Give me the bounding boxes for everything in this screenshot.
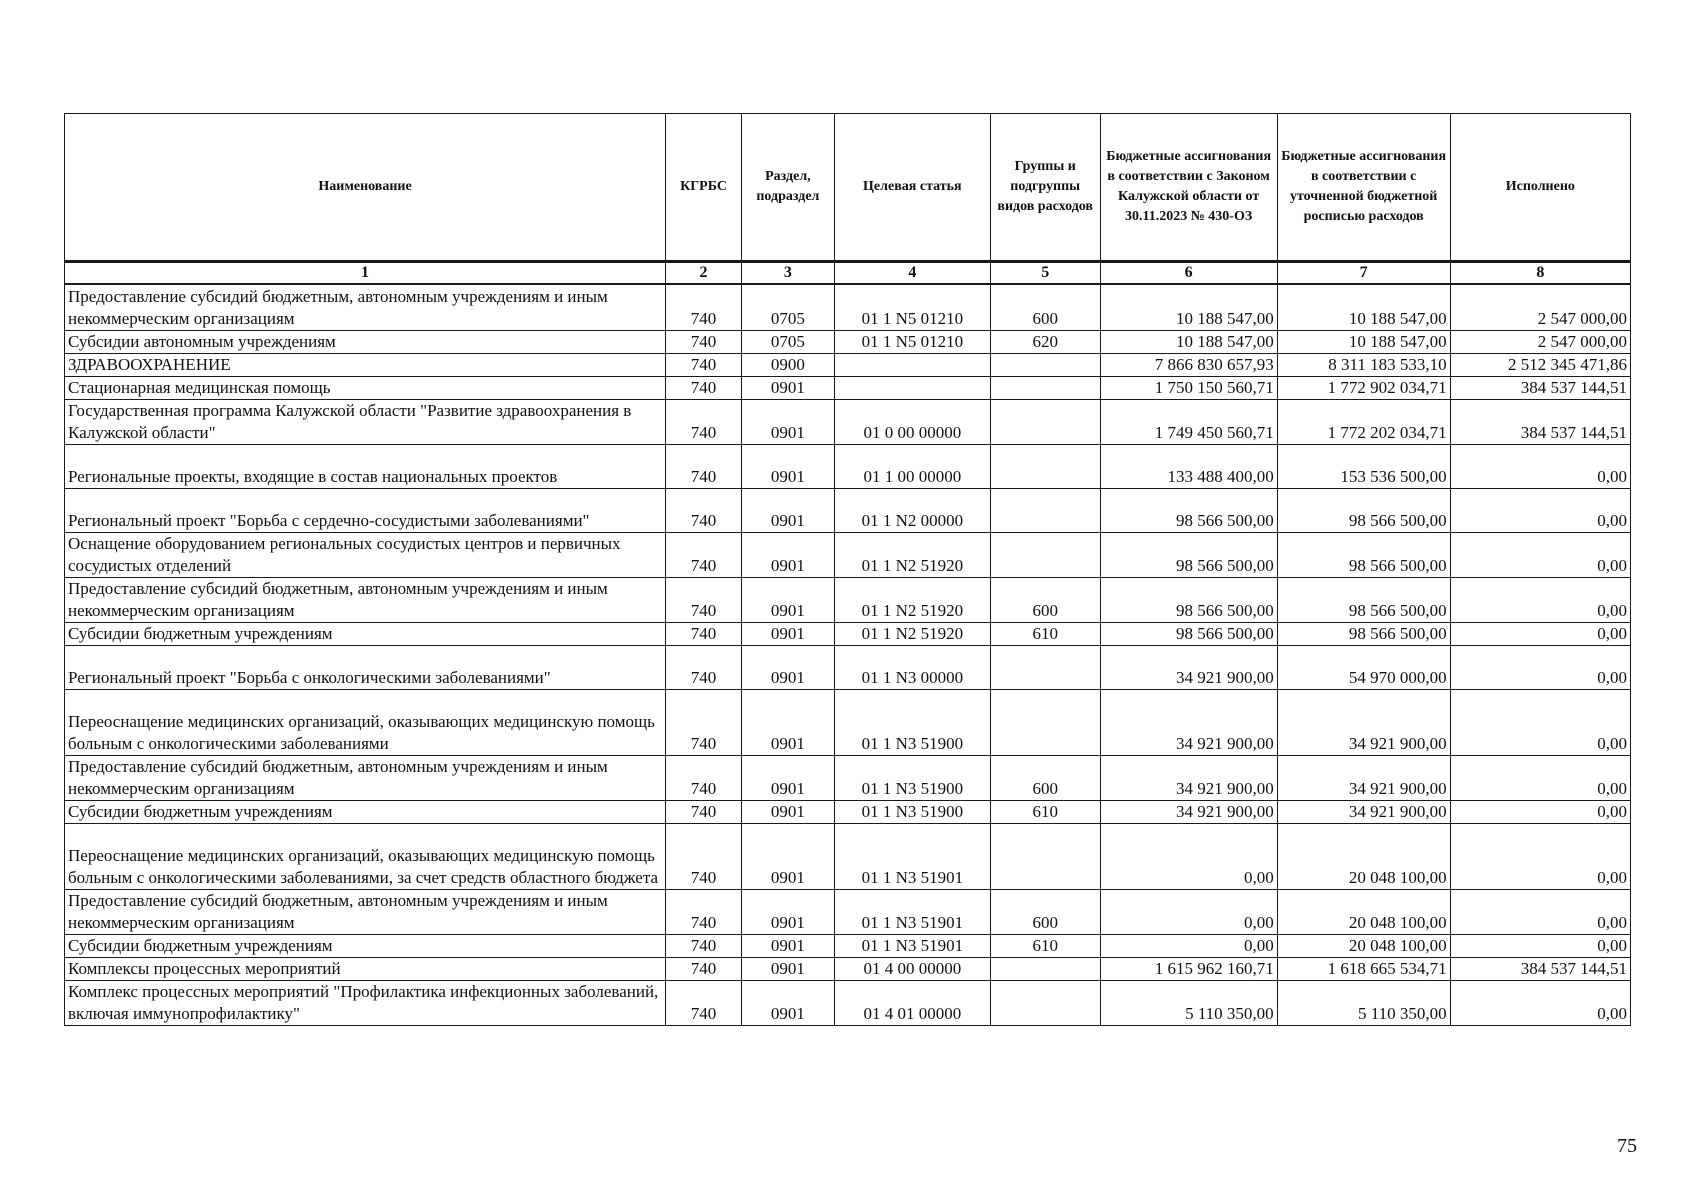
- row-executed: 0,00: [1450, 823, 1630, 889]
- row-expense-group: 610: [990, 622, 1100, 645]
- row-target-article: 01 1 N5 01210: [834, 330, 990, 353]
- row-expense-group: 600: [990, 577, 1100, 622]
- column-number: 6: [1100, 262, 1277, 285]
- table-row: [65, 689, 1631, 755]
- header-name: Наименование: [65, 114, 666, 262]
- row-expense-group: [990, 980, 1100, 1025]
- row-executed: 0,00: [1450, 889, 1630, 934]
- row-kgrbs: 740: [666, 980, 742, 1025]
- row-executed: 0,00: [1450, 488, 1630, 532]
- table-row: [65, 800, 1631, 823]
- row-executed: 0,00: [1450, 444, 1630, 488]
- table-row: [65, 957, 1631, 980]
- row-expense-group: [990, 532, 1100, 577]
- row-section: 0901: [742, 532, 835, 577]
- row-kgrbs: 740: [666, 934, 742, 957]
- table-body: [65, 284, 1631, 1025]
- row-expense-group: 610: [990, 800, 1100, 823]
- row-expense-group: 600: [990, 889, 1100, 934]
- row-kgrbs: 740: [666, 284, 742, 330]
- row-executed: 0,00: [1450, 532, 1630, 577]
- row-expense-group: [990, 823, 1100, 889]
- header-groups: Группы и подгруппы видов расходов: [990, 114, 1100, 262]
- row-executed: 0,00: [1450, 577, 1630, 622]
- row-section: 0900: [742, 353, 835, 376]
- row-section: 0901: [742, 444, 835, 488]
- row-target-article: 01 0 00 00000: [834, 399, 990, 444]
- row-refined-allocation: 34 921 900,00: [1277, 689, 1450, 755]
- row-target-article: 01 1 N2 51920: [834, 622, 990, 645]
- table-row: [65, 353, 1631, 376]
- row-target-article: 01 1 N3 51901: [834, 934, 990, 957]
- row-name: Предоставление субсидий бюджетным, автономным учреждениям и иным некоммерческим организациям: [65, 284, 666, 330]
- row-kgrbs: 740: [666, 689, 742, 755]
- row-section: 0901: [742, 689, 835, 755]
- row-executed: 0,00: [1450, 934, 1630, 957]
- row-name: Переоснащение медицинских организаций, оказывающих медицинскую помощь больным с онкологическими заболеваниями: [65, 689, 666, 755]
- row-target-article: 01 1 N3 00000: [834, 645, 990, 689]
- row-law-allocation: 98 566 500,00: [1100, 488, 1277, 532]
- row-kgrbs: 740: [666, 330, 742, 353]
- row-section: 0901: [742, 800, 835, 823]
- row-executed: 384 537 144,51: [1450, 399, 1630, 444]
- header-law-allocations: Бюджетные ассигнования в соответствии с Законом Калужской области от 30.11.2023 № 430-ОЗ: [1100, 114, 1277, 262]
- row-target-article: 01 1 N3 51901: [834, 823, 990, 889]
- row-kgrbs: 740: [666, 577, 742, 622]
- row-kgrbs: 740: [666, 444, 742, 488]
- row-executed: 2 512 345 471,86: [1450, 353, 1630, 376]
- row-target-article: [834, 376, 990, 399]
- header-kgrbs: КГРБС: [666, 114, 742, 262]
- row-target-article: 01 1 N2 51920: [834, 577, 990, 622]
- row-name: Предоставление субсидий бюджетным, автономным учреждениям и иным некоммерческим организациям: [65, 889, 666, 934]
- row-refined-allocation: 98 566 500,00: [1277, 622, 1450, 645]
- table-row: [65, 532, 1631, 577]
- table-row: [65, 823, 1631, 889]
- row-refined-allocation: 5 110 350,00: [1277, 980, 1450, 1025]
- row-kgrbs: 740: [666, 532, 742, 577]
- table-row: [65, 889, 1631, 934]
- row-name: Субсидии автономным учреждениям: [65, 330, 666, 353]
- row-section: 0901: [742, 934, 835, 957]
- row-name: Комплекс процессных мероприятий "Профилактика инфекционных заболеваний, включая иммунопрофилактику": [65, 980, 666, 1025]
- row-law-allocation: 133 488 400,00: [1100, 444, 1277, 488]
- row-law-allocation: 10 188 547,00: [1100, 330, 1277, 353]
- row-name: Региональный проект "Борьба с сердечно-сосудистыми заболеваниями": [65, 488, 666, 532]
- header-executed: Исполнено: [1450, 114, 1630, 262]
- row-expense-group: [990, 399, 1100, 444]
- row-executed: 2 547 000,00: [1450, 284, 1630, 330]
- row-law-allocation: 0,00: [1100, 934, 1277, 957]
- row-executed: 0,00: [1450, 689, 1630, 755]
- row-refined-allocation: 98 566 500,00: [1277, 488, 1450, 532]
- table-row: [65, 330, 1631, 353]
- row-expense-group: [990, 689, 1100, 755]
- row-target-article: 01 1 N3 51900: [834, 689, 990, 755]
- row-executed: 0,00: [1450, 980, 1630, 1025]
- column-number: 3: [742, 262, 835, 285]
- row-expense-group: 600: [990, 284, 1100, 330]
- row-expense-group: [990, 645, 1100, 689]
- row-kgrbs: 740: [666, 889, 742, 934]
- row-section: 0705: [742, 330, 835, 353]
- column-number: 2: [666, 262, 742, 285]
- row-executed: 0,00: [1450, 622, 1630, 645]
- row-executed: 0,00: [1450, 800, 1630, 823]
- row-refined-allocation: 34 921 900,00: [1277, 755, 1450, 800]
- row-target-article: 01 4 00 00000: [834, 957, 990, 980]
- table-row: [65, 488, 1631, 532]
- row-name: Региональные проекты, входящие в состав национальных проектов: [65, 444, 666, 488]
- row-law-allocation: 1 615 962 160,71: [1100, 957, 1277, 980]
- table-row: [65, 622, 1631, 645]
- row-refined-allocation: 1 772 902 034,71: [1277, 376, 1450, 399]
- row-refined-allocation: 98 566 500,00: [1277, 577, 1450, 622]
- row-law-allocation: 5 110 350,00: [1100, 980, 1277, 1025]
- row-refined-allocation: 98 566 500,00: [1277, 532, 1450, 577]
- row-target-article: 01 1 00 00000: [834, 444, 990, 488]
- row-section: 0901: [742, 376, 835, 399]
- row-law-allocation: 34 921 900,00: [1100, 645, 1277, 689]
- row-law-allocation: 98 566 500,00: [1100, 622, 1277, 645]
- row-target-article: 01 1 N2 51920: [834, 532, 990, 577]
- table-row: [65, 980, 1631, 1025]
- table-row: [65, 755, 1631, 800]
- row-section: 0901: [742, 980, 835, 1025]
- page-number: 75: [1617, 1135, 1637, 1157]
- row-law-allocation: 0,00: [1100, 889, 1277, 934]
- row-kgrbs: 740: [666, 353, 742, 376]
- row-refined-allocation: 54 970 000,00: [1277, 645, 1450, 689]
- row-law-allocation: 1 750 150 560,71: [1100, 376, 1277, 399]
- row-refined-allocation: 1 772 202 034,71: [1277, 399, 1450, 444]
- row-name: Предоставление субсидий бюджетным, автономным учреждениям и иным некоммерческим организациям: [65, 577, 666, 622]
- row-name: Комплексы процессных мероприятий: [65, 957, 666, 980]
- row-kgrbs: 740: [666, 755, 742, 800]
- row-refined-allocation: 10 188 547,00: [1277, 330, 1450, 353]
- row-target-article: 01 1 N3 51901: [834, 889, 990, 934]
- row-section: 0901: [742, 399, 835, 444]
- row-name: Субсидии бюджетным учреждениям: [65, 800, 666, 823]
- row-section: 0705: [742, 284, 835, 330]
- row-target-article: [834, 353, 990, 376]
- row-expense-group: 620: [990, 330, 1100, 353]
- row-section: 0901: [742, 577, 835, 622]
- row-section: 0901: [742, 645, 835, 689]
- row-name: Оснащение оборудованием региональных сосудистых центров и первичных сосудистых отделений: [65, 532, 666, 577]
- row-executed: 0,00: [1450, 755, 1630, 800]
- row-law-allocation: 98 566 500,00: [1100, 577, 1277, 622]
- row-kgrbs: 740: [666, 622, 742, 645]
- row-executed: 2 547 000,00: [1450, 330, 1630, 353]
- row-refined-allocation: 153 536 500,00: [1277, 444, 1450, 488]
- header-section: Раздел, подраздел: [742, 114, 835, 262]
- row-section: 0901: [742, 488, 835, 532]
- row-expense-group: 600: [990, 755, 1100, 800]
- column-number: 5: [990, 262, 1100, 285]
- row-kgrbs: 740: [666, 800, 742, 823]
- row-law-allocation: 34 921 900,00: [1100, 689, 1277, 755]
- table-row: [65, 934, 1631, 957]
- row-name: Субсидии бюджетным учреждениям: [65, 934, 666, 957]
- row-refined-allocation: 20 048 100,00: [1277, 823, 1450, 889]
- row-kgrbs: 740: [666, 376, 742, 399]
- row-section: 0901: [742, 889, 835, 934]
- row-target-article: 01 1 N3 51900: [834, 755, 990, 800]
- row-kgrbs: 740: [666, 823, 742, 889]
- row-kgrbs: 740: [666, 957, 742, 980]
- row-name: ЗДРАВООХРАНЕНИЕ: [65, 353, 666, 376]
- row-refined-allocation: 10 188 547,00: [1277, 284, 1450, 330]
- row-expense-group: [990, 957, 1100, 980]
- row-kgrbs: 740: [666, 399, 742, 444]
- column-number: 1: [65, 262, 666, 285]
- table-row: [65, 444, 1631, 488]
- row-name: Региональный проект "Борьба с онкологическими заболеваниями": [65, 645, 666, 689]
- row-executed: 384 537 144,51: [1450, 376, 1630, 399]
- row-section: 0901: [742, 755, 835, 800]
- row-expense-group: [990, 488, 1100, 532]
- row-refined-allocation: 20 048 100,00: [1277, 889, 1450, 934]
- row-refined-allocation: 8 311 183 533,10: [1277, 353, 1450, 376]
- row-executed: 0,00: [1450, 645, 1630, 689]
- column-number: 7: [1277, 262, 1450, 285]
- column-number: 8: [1450, 262, 1630, 285]
- budget-table: [64, 113, 1631, 1026]
- row-refined-allocation: 34 921 900,00: [1277, 800, 1450, 823]
- row-name: Стационарная медицинская помощь: [65, 376, 666, 399]
- row-refined-allocation: 20 048 100,00: [1277, 934, 1450, 957]
- row-law-allocation: 34 921 900,00: [1100, 755, 1277, 800]
- row-law-allocation: 34 921 900,00: [1100, 800, 1277, 823]
- row-law-allocation: 98 566 500,00: [1100, 532, 1277, 577]
- row-law-allocation: 7 866 830 657,93: [1100, 353, 1277, 376]
- row-target-article: 01 1 N5 01210: [834, 284, 990, 330]
- row-target-article: 01 1 N2 00000: [834, 488, 990, 532]
- row-target-article: 01 1 N3 51900: [834, 800, 990, 823]
- row-expense-group: [990, 444, 1100, 488]
- row-expense-group: [990, 353, 1100, 376]
- table-row: [65, 284, 1631, 330]
- row-refined-allocation: 1 618 665 534,71: [1277, 957, 1450, 980]
- header-target: Целевая статья: [834, 114, 990, 262]
- row-executed: 384 537 144,51: [1450, 957, 1630, 980]
- row-target-article: 01 4 01 00000: [834, 980, 990, 1025]
- row-law-allocation: 0,00: [1100, 823, 1277, 889]
- row-expense-group: [990, 376, 1100, 399]
- row-name: Государственная программа Калужской области "Развитие здравоохранения в Калужской области": [65, 399, 666, 444]
- row-expense-group: 610: [990, 934, 1100, 957]
- row-name: Предоставление субсидий бюджетным, автономным учреждениям и иным некоммерческим организациям: [65, 755, 666, 800]
- row-law-allocation: 10 188 547,00: [1100, 284, 1277, 330]
- column-number: 4: [834, 262, 990, 285]
- table-header: [65, 114, 1631, 285]
- row-name: Переоснащение медицинских организаций, оказывающих медицинскую помощь больным с онкологическими заболеваниями, за счет средств областного бюджета: [65, 823, 666, 889]
- row-section: 0901: [742, 622, 835, 645]
- header-refined-allocations: Бюджетные ассигнования в соответствии с уточненной бюджетной росписью расходов: [1277, 114, 1450, 262]
- table-row: [65, 645, 1631, 689]
- table-row: [65, 399, 1631, 444]
- row-section: 0901: [742, 823, 835, 889]
- row-kgrbs: 740: [666, 645, 742, 689]
- row-name: Субсидии бюджетным учреждениям: [65, 622, 666, 645]
- row-law-allocation: 1 749 450 560,71: [1100, 399, 1277, 444]
- table-row: [65, 577, 1631, 622]
- row-kgrbs: 740: [666, 488, 742, 532]
- row-section: 0901: [742, 957, 835, 980]
- table-row: [65, 376, 1631, 399]
